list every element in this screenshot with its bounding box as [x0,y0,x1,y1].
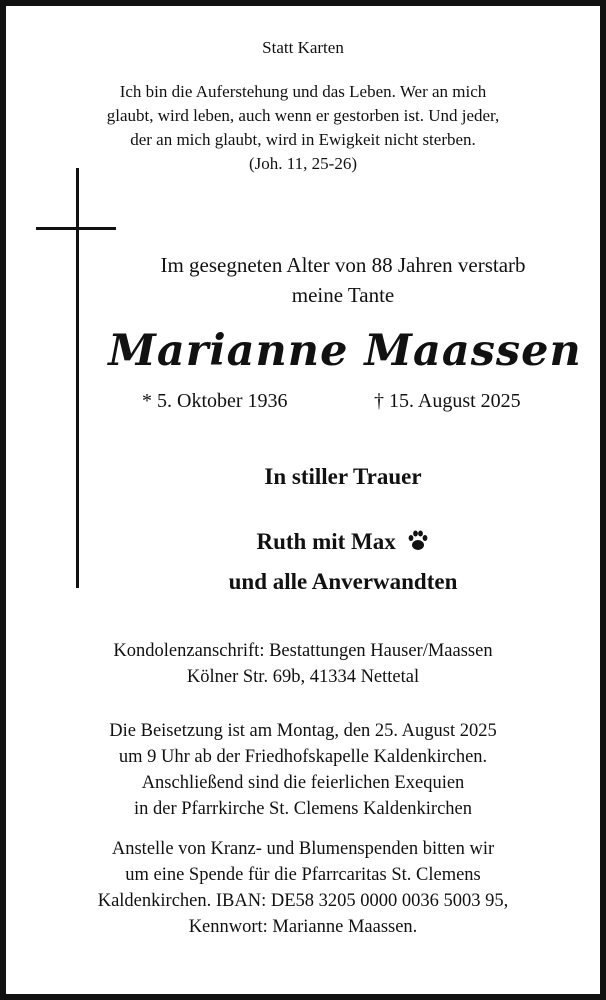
family-line: und alle Anverwandten [228,569,458,594]
condolence-address [6,638,600,690]
intro-text [46,250,606,310]
bible-verse [6,80,600,176]
kondolenz-line: Kölner Str. 69b, 41334 Nettetal [186,667,420,687]
cross-icon-bar [36,227,116,230]
beisetzung-line: Anschließend sind die feierlichen Exequien [141,773,465,793]
mourning-heading: In stiller Trauer [264,464,422,489]
verse-line: Ich bin die Auferstehung und das Leben. Wer an mich [119,82,487,101]
kondolenz-line: Kondolenzanschrift: Bestattungen Hauser/Maassen [113,641,493,661]
statt-karten-header: Statt Karten [262,38,344,57]
intro-line: Im gesegneten Alter von 88 Jahren verstarb [160,253,526,277]
intro-line: meine Tante [291,283,395,307]
spende-line: Kennwort: Marianne Maassen. [188,917,418,937]
death-date: † 15. August 2025 [374,390,521,412]
family-line [46,524,606,564]
family-line-text: Ruth mit Max [256,529,396,554]
spende-line: Anstelle von Kranz- und Blumenspenden bitten wir [111,839,495,859]
verse-line: glaubt, wird leben, auch wenn er gestorben ist. Und jeder, [106,106,500,125]
birth-date: * 5. Oktober 1936 [142,390,288,412]
verse-reference: (Joh. 11, 25-26) [249,154,357,173]
spende-line: Kaldenkirchen. IBAN: DE58 3205 0000 0036 5003 95, [97,891,509,911]
donation-info [6,836,600,940]
funeral-info [6,718,600,822]
spende-line: um eine Spende für die Pfarrcaritas St. Clemens [125,865,481,885]
deceased-name: Marianne Maassen [108,326,582,376]
beisetzung-line: um 9 Uhr ab der Friedhofskapelle Kaldenkirchen. [118,747,488,767]
paw-icon [406,528,430,564]
family-names [46,524,606,600]
verse-line: der an mich glaubt, wird in Ewigkeit nicht sterben. [130,130,476,149]
beisetzung-line: Die Beisetzung ist am Montag, den 25. August 2025 [109,721,497,741]
beisetzung-line: in der Pfarrkirche St. Clemens Kaldenkirchen [133,799,473,819]
